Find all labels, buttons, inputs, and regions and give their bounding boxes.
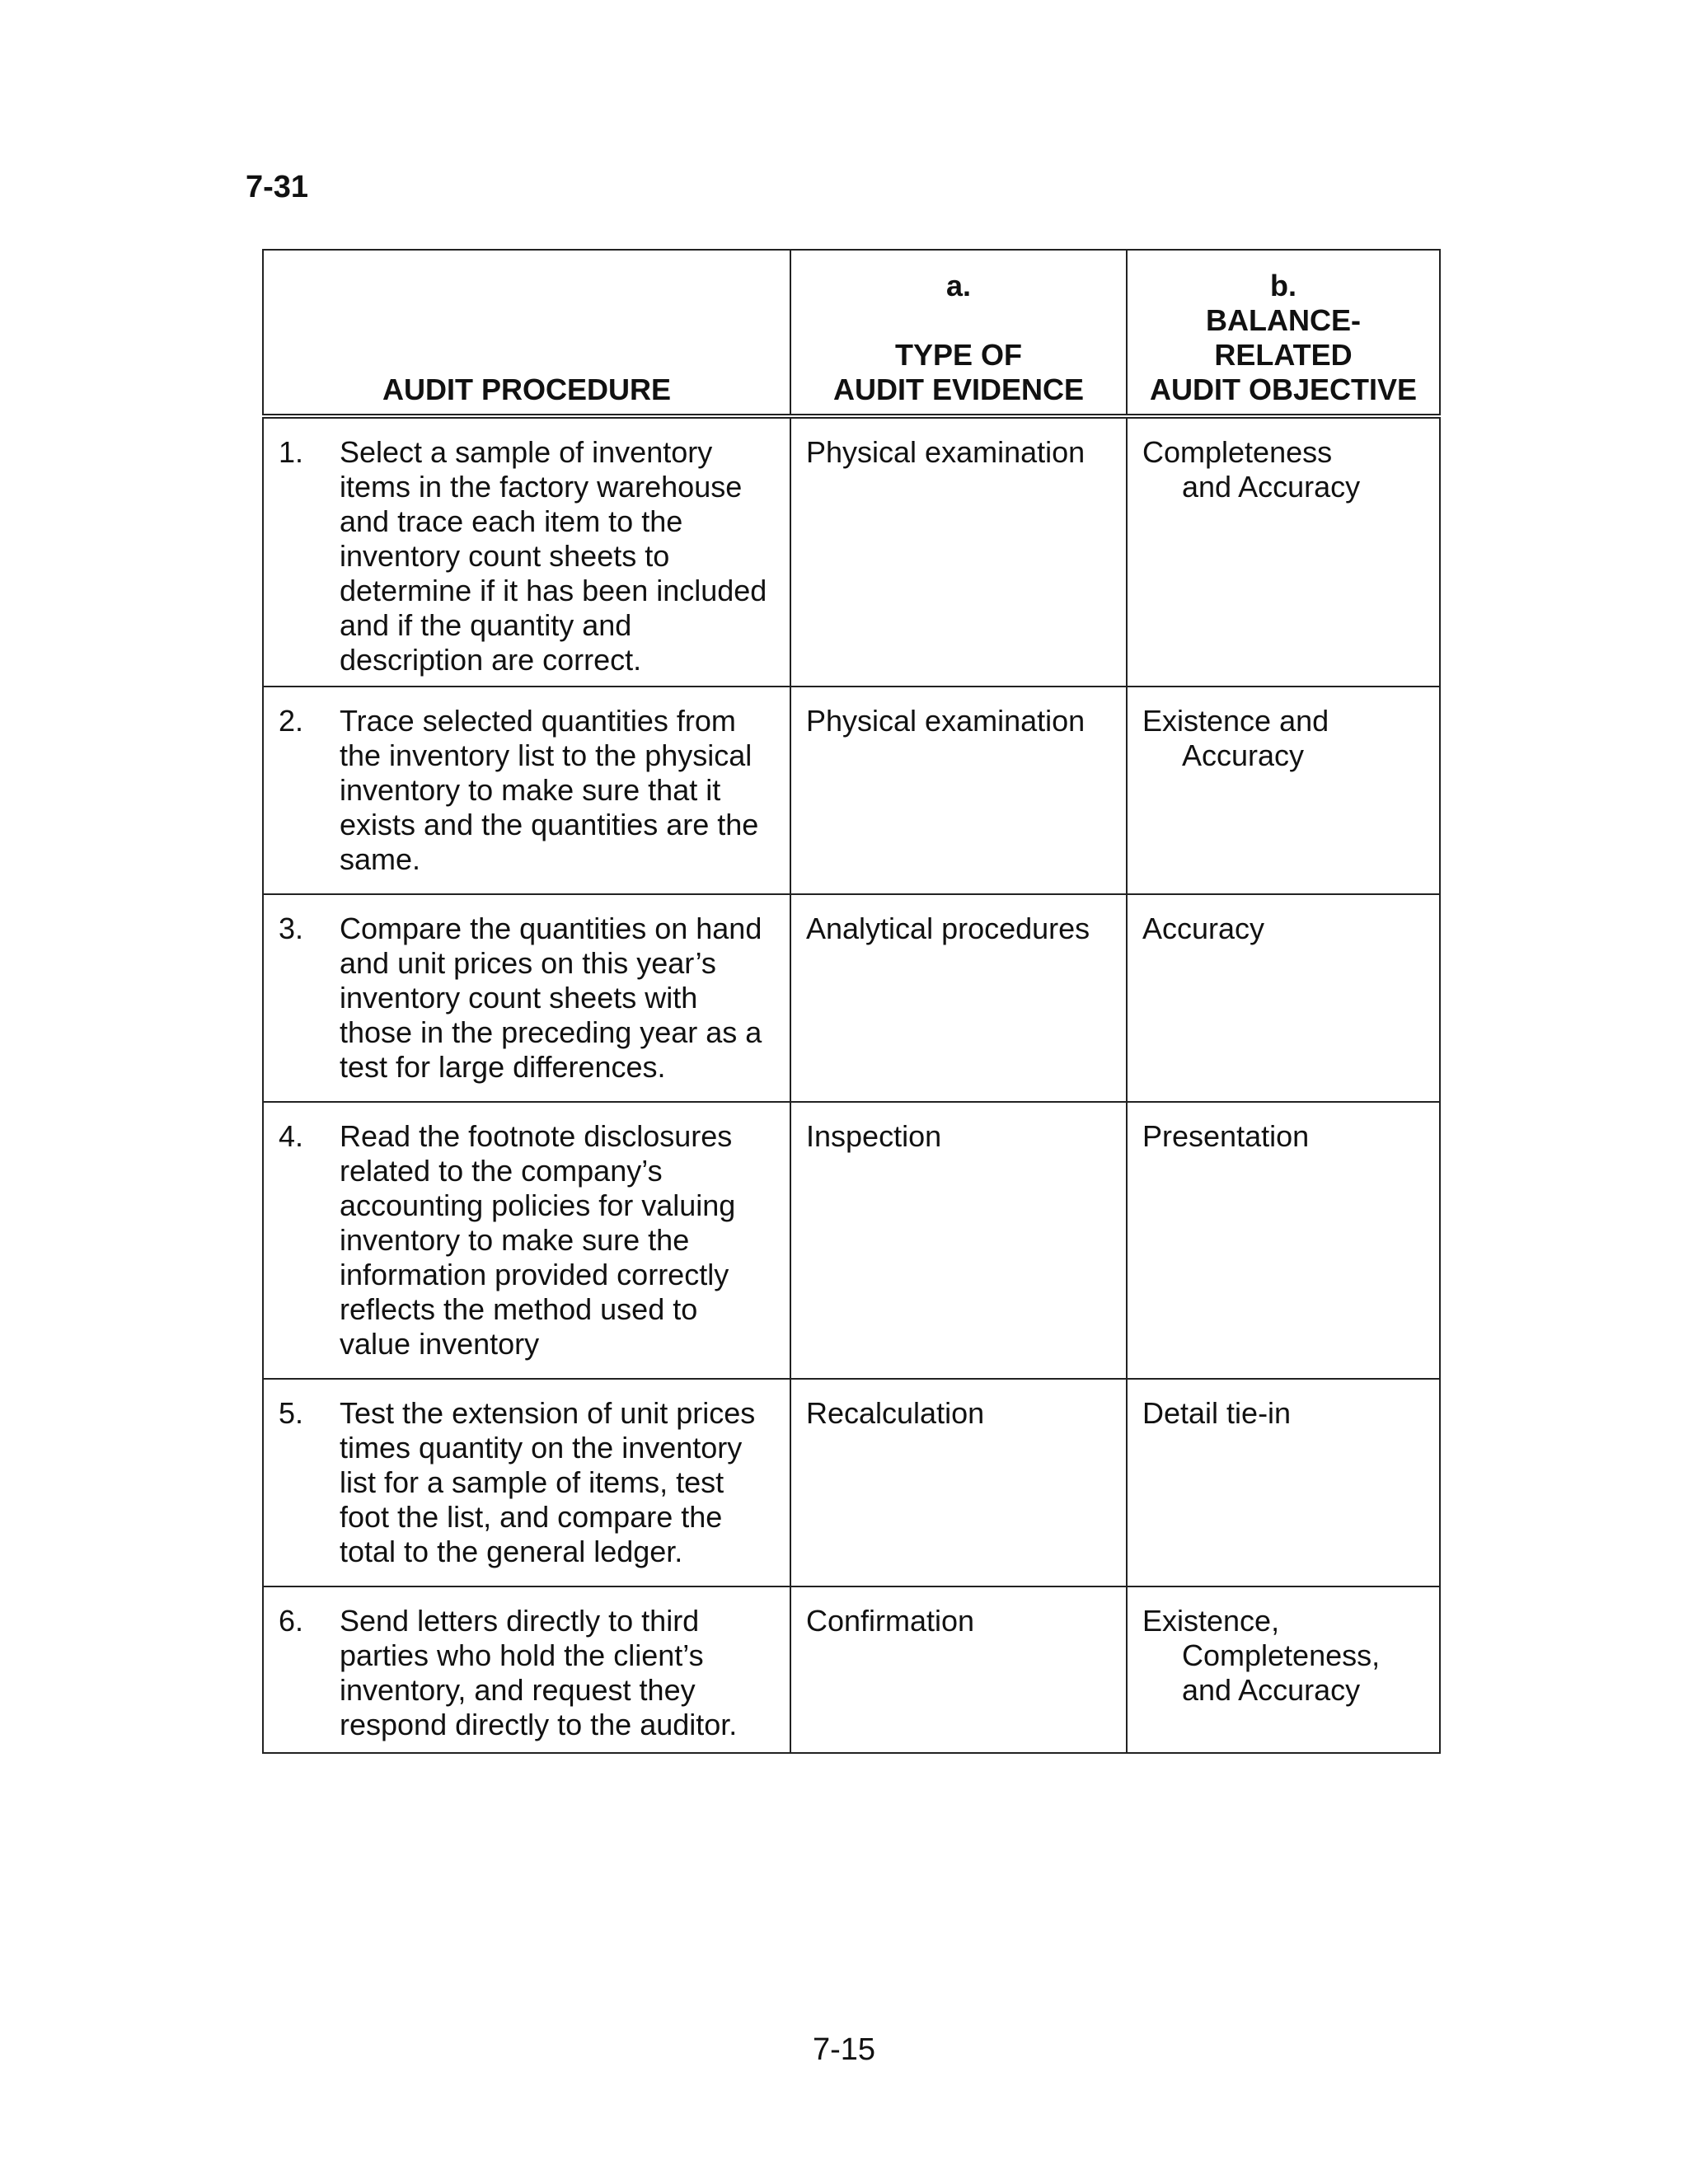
header-letter-a: a. — [945, 269, 972, 302]
header-type-of-line2: AUDIT EVIDENCE — [832, 373, 1085, 406]
header-audit-procedure — [263, 250, 790, 416]
evidence-cell: Physical examination — [790, 687, 1127, 894]
header-type-of-line1: TYPE OF — [894, 338, 1023, 372]
header-objective-line1: BALANCE- — [1206, 303, 1361, 337]
table-row — [263, 894, 1440, 1102]
objective-line: and Accuracy — [1182, 1673, 1361, 1707]
procedure-text: Read the footnote disclosures related to the company’s accounting policies for valuing inventory to make sure the information provided correctly reflects the method used to value inventory — [340, 1119, 736, 1361]
objective-line: Existence and — [1142, 704, 1329, 738]
evidence-cell: Inspection — [790, 1102, 1127, 1379]
objective-cell — [1127, 1102, 1440, 1379]
procedure-number: 4. — [279, 1119, 304, 1153]
objective-line: Detail tie-in — [1142, 1396, 1292, 1430]
header-type-of-audit-evidence — [790, 250, 1127, 416]
procedure-text: Select a sample of inventory items in the factory warehouse and trace each item to the inventory count sheets to determine if it has been included and if the quantity and description are correct. — [340, 435, 767, 677]
objective-line: Completeness — [1142, 435, 1333, 469]
evidence-cell: Confirmation — [790, 1586, 1127, 1753]
procedure-cell — [263, 1586, 790, 1753]
objective-cell — [1127, 1586, 1440, 1753]
header-spacer — [798, 303, 1119, 338]
procedure-number: 1. — [279, 435, 304, 469]
evidence-cell: Recalculation — [790, 1379, 1127, 1586]
objective-line: Presentation — [1142, 1119, 1310, 1153]
procedure-number: 5. — [279, 1396, 304, 1430]
evidence-cell: Analytical procedures — [790, 894, 1127, 1102]
procedure-number: 3. — [279, 912, 304, 945]
procedure-text: Compare the quantities on hand and unit prices on this year’s inventory count sheets with those in the preceding year as a test for large differences. — [340, 912, 762, 1084]
procedure-text: Trace selected quantities from the inventory list to the physical inventory to make sure that it exists and the quantities are the same. — [340, 704, 759, 876]
procedure-text: Test the extension of unit prices times quantity on the inventory list for a sample of items, test foot the list, and compare the total to the general ledger. — [340, 1396, 756, 1568]
table-row — [263, 687, 1440, 894]
header-objective-line3: AUDIT OBJECTIVE — [1149, 373, 1418, 406]
procedure-text: Send letters directly to third parties who hold the client’s inventory, and request they respond directly to the auditor. — [340, 1604, 738, 1741]
evidence-cell: Physical examination — [790, 416, 1127, 687]
table-row — [263, 1102, 1440, 1379]
procedure-cell — [263, 1102, 790, 1379]
header-audit-procedure-text: AUDIT PROCEDURE — [382, 373, 671, 406]
audit-procedures-table — [262, 249, 1441, 1754]
objective-line: Accuracy — [1142, 912, 1265, 945]
procedure-number: 6. — [279, 1604, 304, 1638]
problem-number: 7-31 — [246, 170, 309, 204]
objective-cell — [1127, 894, 1440, 1102]
procedure-cell — [263, 894, 790, 1102]
objective-line: Existence, — [1142, 1604, 1280, 1638]
table-row — [263, 416, 1440, 687]
procedure-cell — [263, 687, 790, 894]
objective-line: Completeness, — [1182, 1638, 1381, 1672]
header-balance-related-objective — [1127, 250, 1440, 416]
header-objective-line2: RELATED — [1214, 338, 1353, 372]
objective-cell — [1127, 416, 1440, 687]
table-row — [263, 1586, 1440, 1753]
page-number: 7-15 — [812, 2032, 876, 2067]
objective-line: and Accuracy — [1182, 470, 1361, 504]
table-header-row — [263, 250, 1440, 416]
table-row — [263, 1379, 1440, 1586]
procedure-cell — [263, 416, 790, 687]
objective-line: Accuracy — [1182, 738, 1305, 772]
procedure-number: 2. — [279, 704, 304, 738]
procedure-cell — [263, 1379, 790, 1586]
objective-cell — [1127, 1379, 1440, 1586]
objective-cell — [1127, 687, 1440, 894]
header-letter-b: b. — [1270, 269, 1296, 302]
